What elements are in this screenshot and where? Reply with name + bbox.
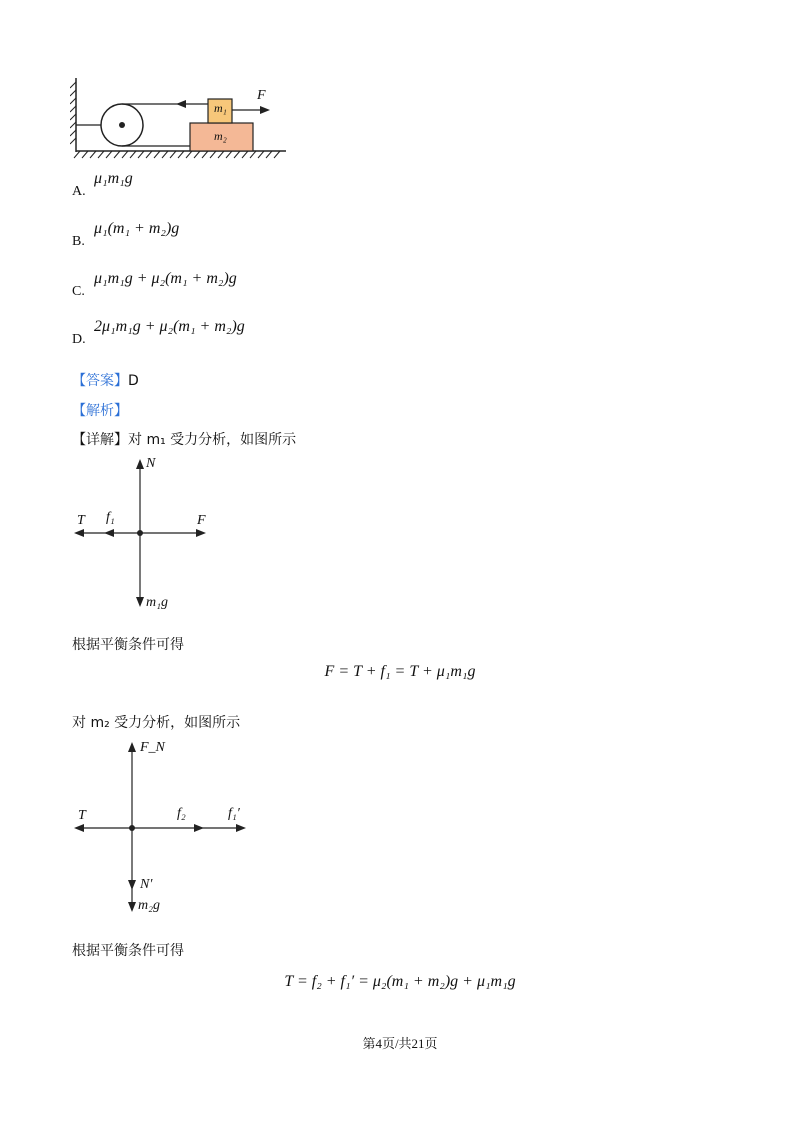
fbd2-label-t: T: [78, 808, 86, 823]
block-m2-label: m₂: [214, 129, 227, 143]
detail-text: 对 m₁ 受力分析，如图所示: [128, 432, 297, 448]
fbd1-label-n: N: [146, 456, 156, 471]
answer-value: D: [128, 373, 139, 389]
equation-1: F = T + f₁ = T + μ₁m₁g: [324, 663, 476, 680]
fbd2-label-n-prime: N′: [140, 877, 153, 892]
option-c[interactable]: [72, 270, 472, 300]
option-expression: μ₁m₁g + μ₂(m₁ + m₂)g: [94, 270, 237, 287]
answer-tag: 【答案】: [72, 373, 128, 389]
option-expression: 2μ₁m₁g + μ₂(m₁ + m₂)g: [94, 318, 245, 335]
free-body-diagram-m1: [70, 455, 220, 615]
free-body-diagram-m2: [70, 738, 250, 918]
fbd1-label-t: T: [77, 513, 85, 528]
fbd2-label-fn: F_N: [140, 740, 165, 755]
block-m1-label: m₁: [214, 101, 227, 115]
option-letter: D.: [72, 332, 86, 347]
option-d[interactable]: [72, 318, 472, 348]
fbd2-label-f2: f₂: [177, 806, 186, 821]
option-expression: μ₁m₁g: [94, 170, 133, 187]
fbd2-label-m2g: m₂g: [138, 898, 160, 913]
option-letter: C.: [72, 284, 85, 299]
option-b[interactable]: [72, 220, 472, 250]
m2-analysis-text: 对 m₂ 受力分析，如图所示: [72, 715, 241, 731]
option-letter: B.: [72, 234, 85, 249]
detail-line: [72, 429, 296, 449]
fbd2-label-f1-prime: f₁′: [228, 806, 240, 821]
option-expression: μ₁(m₁ + m₂)g: [94, 220, 180, 237]
detail-tag: 【详解】: [72, 432, 128, 448]
equation-2: T = f₂ + f₁′ = μ₂(m₁ + m₂)g + μ₁m₁g: [284, 973, 516, 990]
balance-text-2: 根据平衡条件可得: [72, 943, 184, 959]
answer-line: [72, 370, 139, 390]
floor-hatching: [74, 151, 280, 158]
option-a[interactable]: [72, 170, 472, 200]
balance-text-1: 根据平衡条件可得: [72, 637, 184, 653]
analysis-tag: 【解析】: [72, 403, 128, 419]
option-letter: A.: [72, 184, 86, 199]
fbd1-label-mg: m₁g: [146, 595, 168, 610]
force-label: F: [257, 88, 266, 103]
fbd1-label-f: F: [197, 513, 206, 528]
fbd1-label-f1: f₁: [106, 510, 115, 525]
page-footer: 第4页/共21页: [362, 1036, 438, 1051]
